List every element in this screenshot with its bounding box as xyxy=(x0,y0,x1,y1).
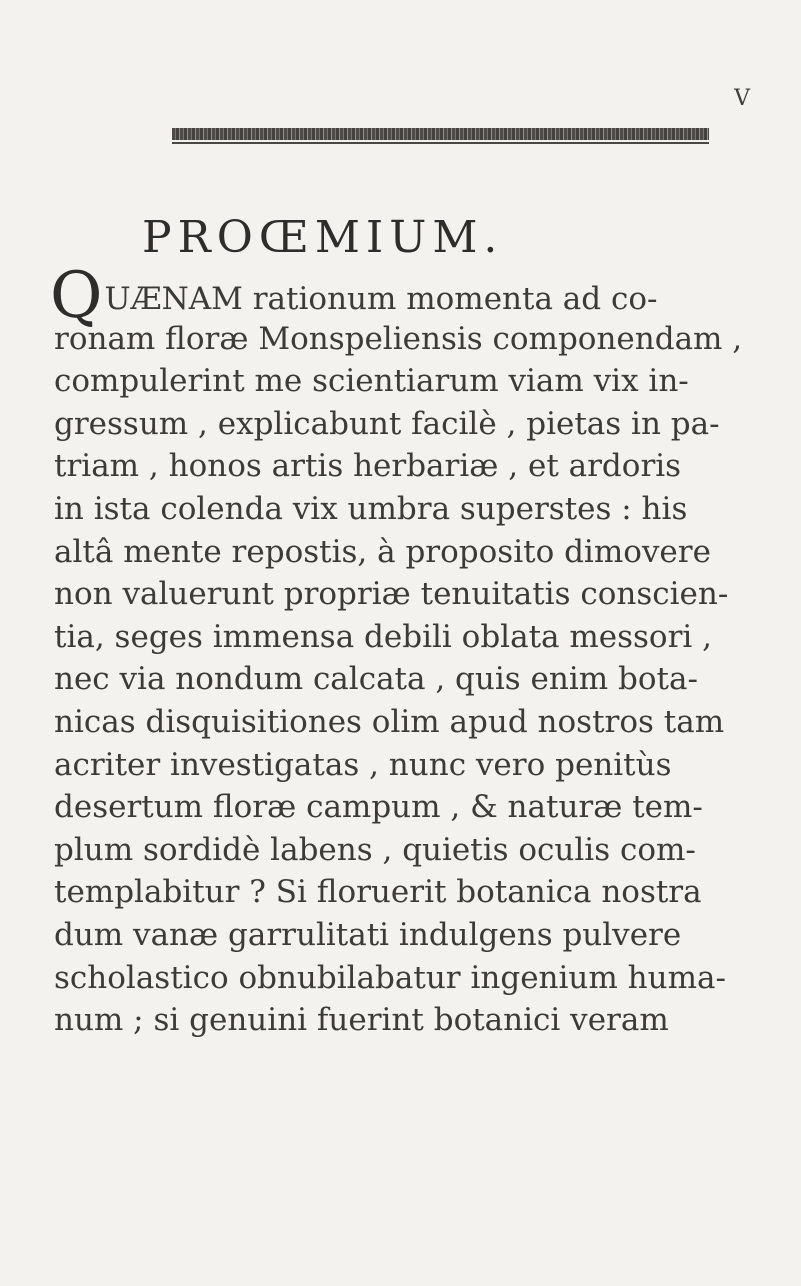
text-line-9: tia, seges immensa debili oblata messori , xyxy=(54,618,713,655)
text-line-6: in ista colenda vix umbra superstes : his xyxy=(54,490,688,527)
text-line-2: ronam floræ Monspeliensis componendam , xyxy=(54,320,743,357)
text-line-8: non valuerunt propriæ tenuitatis conscien- xyxy=(54,576,729,613)
text-line-7: altâ mente repostis, à proposito dimovere xyxy=(54,533,711,570)
text-line-12: acriter investigatas , nunc vero penitùs xyxy=(54,746,672,783)
text-line-17: scholastico obnubilabatur ingenium huma- xyxy=(54,959,726,996)
text-line-10: nec via nondum calcata , quis enim bota- xyxy=(54,661,698,698)
text-line-5: triam , honos artis herbariæ , et ardoris xyxy=(54,448,682,485)
body-text xyxy=(50,259,754,1042)
text-line-1 xyxy=(50,259,754,333)
text-line-3: compulerint me scientiarum viam vix in- xyxy=(54,363,689,400)
rule-underline xyxy=(172,142,709,144)
section-heading: PROŒMIUM. xyxy=(142,212,504,263)
ornamental-rule xyxy=(172,128,709,140)
text-line-16: dum vanæ garrulitati indulgens pulvere xyxy=(54,916,682,953)
text-line-13: desertum floræ campum , & naturæ tem- xyxy=(54,789,703,826)
text-line-15: templabitur ? Si floruerit botanica nostra xyxy=(54,874,702,911)
text-line-4: gressum , explicabunt facilè , pietas in pa- xyxy=(54,405,720,442)
drop-cap: Q xyxy=(50,259,103,333)
page-folio: V xyxy=(734,86,751,111)
text-line-14: plum sordidè labens , quietis oculis com- xyxy=(54,831,696,868)
text-line-1-content: UÆNAM rationum momenta ad co- xyxy=(104,281,658,317)
text-line-11: nicas disquisitiones olim apud nostros tam xyxy=(54,703,725,740)
text-line-18: num ; si genuini fuerint botanici veram xyxy=(54,1002,669,1039)
